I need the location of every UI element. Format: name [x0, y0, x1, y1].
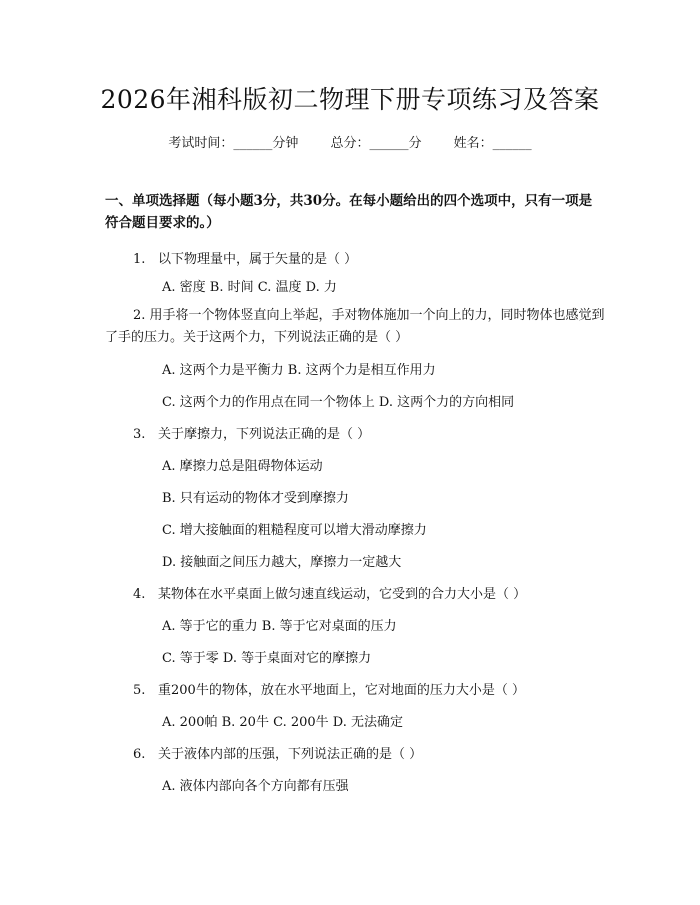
exam-time: 考试时间：______分钟 — [168, 136, 299, 151]
exam-meta — [0, 132, 700, 151]
question-2-options-cd: C. 这两个力的作用点在同一个物体上 D. 这两个力的方向相同 — [162, 395, 515, 410]
question-1-options: A. 密度 B. 时间 C. 温度 D. 力 — [162, 280, 337, 295]
question-3-option-a: A. 摩擦力总是阻碍物体运动 — [162, 459, 323, 474]
question-number: 4. — [133, 587, 146, 602]
question-text: 以下物理量中，属于矢量的是（ ） — [158, 252, 358, 267]
question-3-option-c: C. 增大接触面的粗糙程度可以增大滑动摩擦力 — [162, 523, 427, 538]
question-number: 6. — [133, 747, 146, 762]
question-2 — [105, 305, 605, 349]
question-text: 用手将一个物体竖直向上举起，手对物体施加一个向上的力，同时物体也感觉到了手的压力。关于这两个力，下列说法正确的是（ ） — [105, 308, 605, 345]
question-3 — [133, 423, 370, 442]
question-text: 关于摩擦力，下列说法正确的是（ ） — [158, 427, 371, 442]
question-text: 某物体在水平桌面上做匀速直线运动，它受到的合力大小是（ ） — [158, 587, 527, 602]
question-4-options-ab: A. 等于它的重力 B. 等于它对桌面的压力 — [162, 619, 397, 634]
question-3-option-d: D. 接触面之间压力越大，摩擦力一定越大 — [162, 555, 402, 570]
page-title: 2026年湘科版初二物理下册专项练习及答案 — [100, 85, 600, 114]
question-2-options-ab: A. 这两个力是平衡力 B. 这两个力是相互作用力 — [162, 363, 436, 378]
section-heading: 一、单项选择题（每小题3分，共30分。在每小题给出的四个选项中，只有一项是符合题目要求的。） — [105, 193, 593, 231]
question-5 — [133, 679, 525, 698]
student-name: 姓名：______ — [453, 136, 532, 151]
question-number: 1. — [133, 252, 146, 267]
question-5-options: A. 200帕 B. 20牛 C. 200牛 D. 无法确定 — [162, 715, 404, 730]
question-1 — [133, 248, 357, 267]
total-score: 总分：______分 — [330, 136, 422, 151]
question-6 — [133, 743, 422, 762]
question-number: 2. — [133, 308, 146, 323]
question-text: 关于液体内部的压强，下列说法正确的是（ ） — [158, 747, 423, 762]
question-text: 重200牛的物体，放在水平地面上，它对地面的压力大小是（ ） — [158, 683, 525, 698]
question-4 — [133, 583, 526, 602]
question-4-options-cd: C. 等于零 D. 等于桌面对它的摩擦力 — [162, 651, 372, 666]
question-number: 5. — [133, 683, 146, 698]
question-number: 3. — [133, 427, 146, 442]
question-6-option-a: A. 液体内部向各个方向都有压强 — [162, 779, 349, 794]
question-3-option-b: B. 只有运动的物体才受到摩擦力 — [162, 491, 349, 506]
